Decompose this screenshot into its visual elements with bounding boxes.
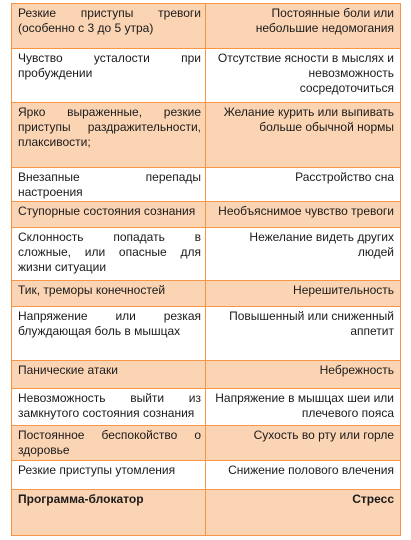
left-cell: Чувство усталости при пробуждении: [12, 49, 206, 103]
right-cell: Постоянные боли или небольшие недомогания: [206, 4, 401, 49]
left-cell: Внезапные перепады настроения: [12, 168, 206, 202]
right-cell: Желание курить или выпивать больше обычной нормы: [206, 103, 401, 168]
left-cell: Постоянное беспокойство о здоровье: [12, 426, 206, 461]
table-row: [12, 4, 401, 49]
right-cell: Отсутствие ясности в мыслях и невозможность сосредоточиться: [206, 49, 401, 103]
left-cell: Ярко выраженные, резкие приступы раздражительности, плаксивости;: [12, 103, 206, 168]
left-cell: Панические атаки: [12, 361, 206, 389]
right-cell: Снижение полового влечения: [206, 461, 401, 490]
table-row: [12, 228, 401, 281]
left-cell: Тик, треморы конечностей: [12, 281, 206, 307]
table-row: [12, 461, 401, 490]
right-cell: Необъяснимое чувство тревоги: [206, 202, 401, 228]
table-row: [12, 389, 401, 426]
symptoms-table: [11, 3, 401, 536]
table-row: [12, 49, 401, 103]
right-cell: Стресс: [206, 490, 401, 536]
table-row: [12, 490, 401, 536]
right-cell: Нерешительность: [206, 281, 401, 307]
table-row: [12, 103, 401, 168]
right-cell: Напряжение в мышцах шеи или плечевого пояса: [206, 389, 401, 426]
table-row: [12, 361, 401, 389]
table-row: [12, 426, 401, 461]
table-row: [12, 281, 401, 307]
left-cell: Напряжение или резкая блуждающая боль в мышцах: [12, 307, 206, 361]
left-cell: Программа-блокатор: [12, 490, 206, 536]
table-row: [12, 168, 401, 202]
table-row: [12, 202, 401, 228]
left-cell: Резкие приступы утомления: [12, 461, 206, 490]
table-row: [12, 307, 401, 361]
right-cell: Нежелание видеть других людей: [206, 228, 401, 281]
right-cell: Повышенный или сниженный аппетит: [206, 307, 401, 361]
left-cell: Невозможность выйти из замкнутого состояния сознания: [12, 389, 206, 426]
right-cell: Расстройство сна: [206, 168, 401, 202]
right-cell: Небрежность: [206, 361, 401, 389]
left-cell: Склонность попадать в сложные, или опасные для жизни ситуации: [12, 228, 206, 281]
left-cell: Ступорные состояния сознания: [12, 202, 206, 228]
right-cell: Сухость во рту или горле: [206, 426, 401, 461]
left-cell: Резкие приступы тревоги (особенно с 3 до 5 утра): [12, 4, 206, 49]
